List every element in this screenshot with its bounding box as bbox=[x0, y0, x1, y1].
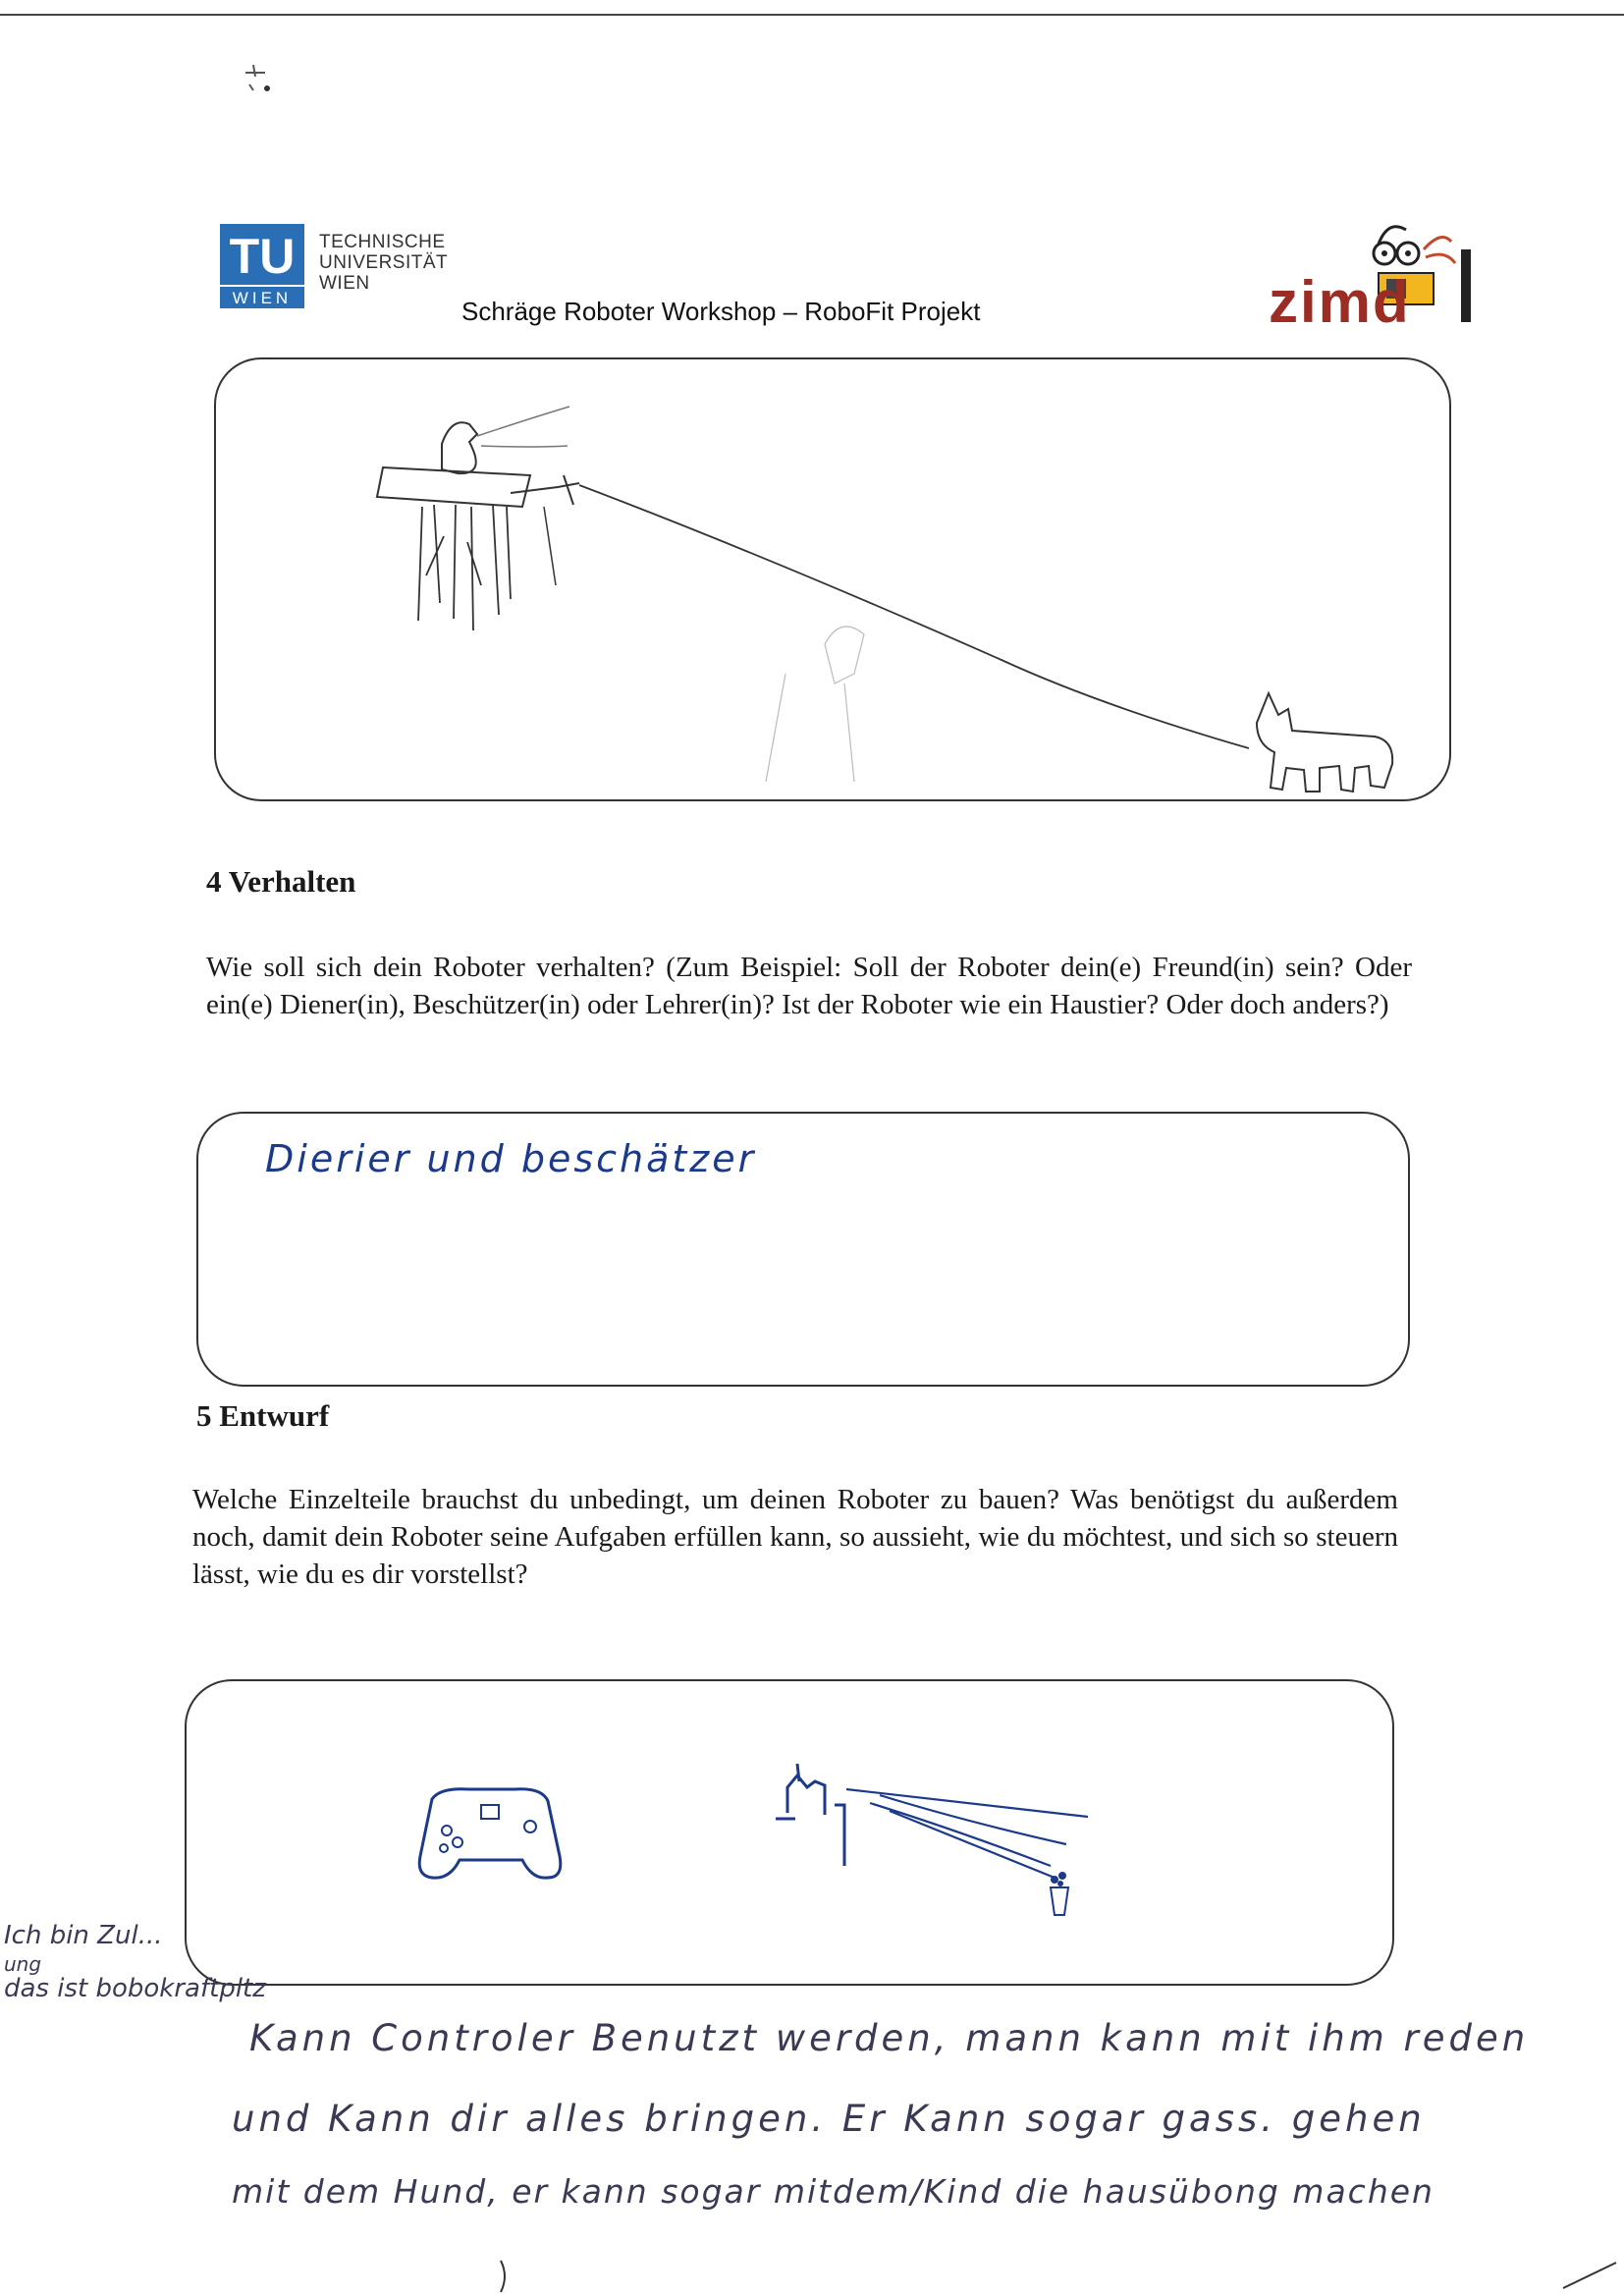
margin-note-line: Ich bin Zul... bbox=[4, 1921, 163, 1950]
controller-and-robot-sketch bbox=[187, 1681, 1392, 1984]
section-4-heading: 4 Verhalten bbox=[206, 864, 356, 899]
margin-note-line: das ist bobokraftpltz bbox=[4, 1974, 266, 2003]
workshop-title: Schräge Roboter Workshop – RoboFit Projekt bbox=[461, 297, 981, 326]
section-4-answer: Dierier und beschätzer bbox=[265, 1137, 757, 1180]
tu-wien-logo bbox=[220, 224, 304, 308]
margin-note-line: ung bbox=[4, 1952, 42, 1976]
zimd-robot-logo bbox=[1269, 210, 1487, 332]
drawing-frame-5 bbox=[185, 1679, 1394, 1986]
drawing-frame-1 bbox=[214, 357, 1451, 801]
section-5-question: Welche Einzelteile brauchst du unbedingt, um deinen Roboter zu bauen? Was benötigst du außerdem noch, damit dein Roboter seine Aufgaben erfüllen kann, so aussieht, wie du möchtest, und sich so steuern lässt, wie du es dir vorstellst? bbox=[192, 1484, 1398, 1590]
zimd-wordmark: zimd bbox=[1269, 269, 1411, 332]
institution-line: UNIVERSITÄT bbox=[319, 252, 449, 273]
svg-text:WIEN: WIEN bbox=[232, 289, 293, 307]
section-5-heading: 5 Entwurf bbox=[196, 1398, 330, 1433]
section-4-question: Wie soll sich dein Roboter verhalten? (Zum Beispiel: Soll der Roboter dein(e) Freund(in) sein? Oder ein(e) Diener(in), Beschützer(in) oder Lehrer(in)? Ist der Roboter wie ein Haustier? Oder doch anders?) bbox=[206, 952, 1412, 1020]
institution-line: WIEN bbox=[319, 273, 370, 294]
pen-scribble-mark bbox=[226, 57, 295, 126]
stray-pen-mark bbox=[495, 2259, 514, 2294]
handwritten-answer-line: Kann Controler Benutzt werden, mann kann mit ihm reden bbox=[249, 2017, 1530, 2059]
robot-walking-dog-sketch bbox=[216, 359, 1449, 799]
institution-line: TECHNISCHE bbox=[319, 232, 446, 252]
svg-text:TU: TU bbox=[229, 229, 296, 284]
handwritten-answer-line: und Kann dir alles bringen. Er Kann sogar gass. gehen bbox=[232, 2098, 1426, 2140]
stray-pen-mark bbox=[1561, 2259, 1620, 2294]
scan-top-edge bbox=[0, 14, 1624, 16]
handwritten-answer-line: mit dem Hund, er kann sogar mitdem/Kind die hausübong machen bbox=[232, 2172, 1435, 2211]
institution-name bbox=[319, 232, 448, 294]
